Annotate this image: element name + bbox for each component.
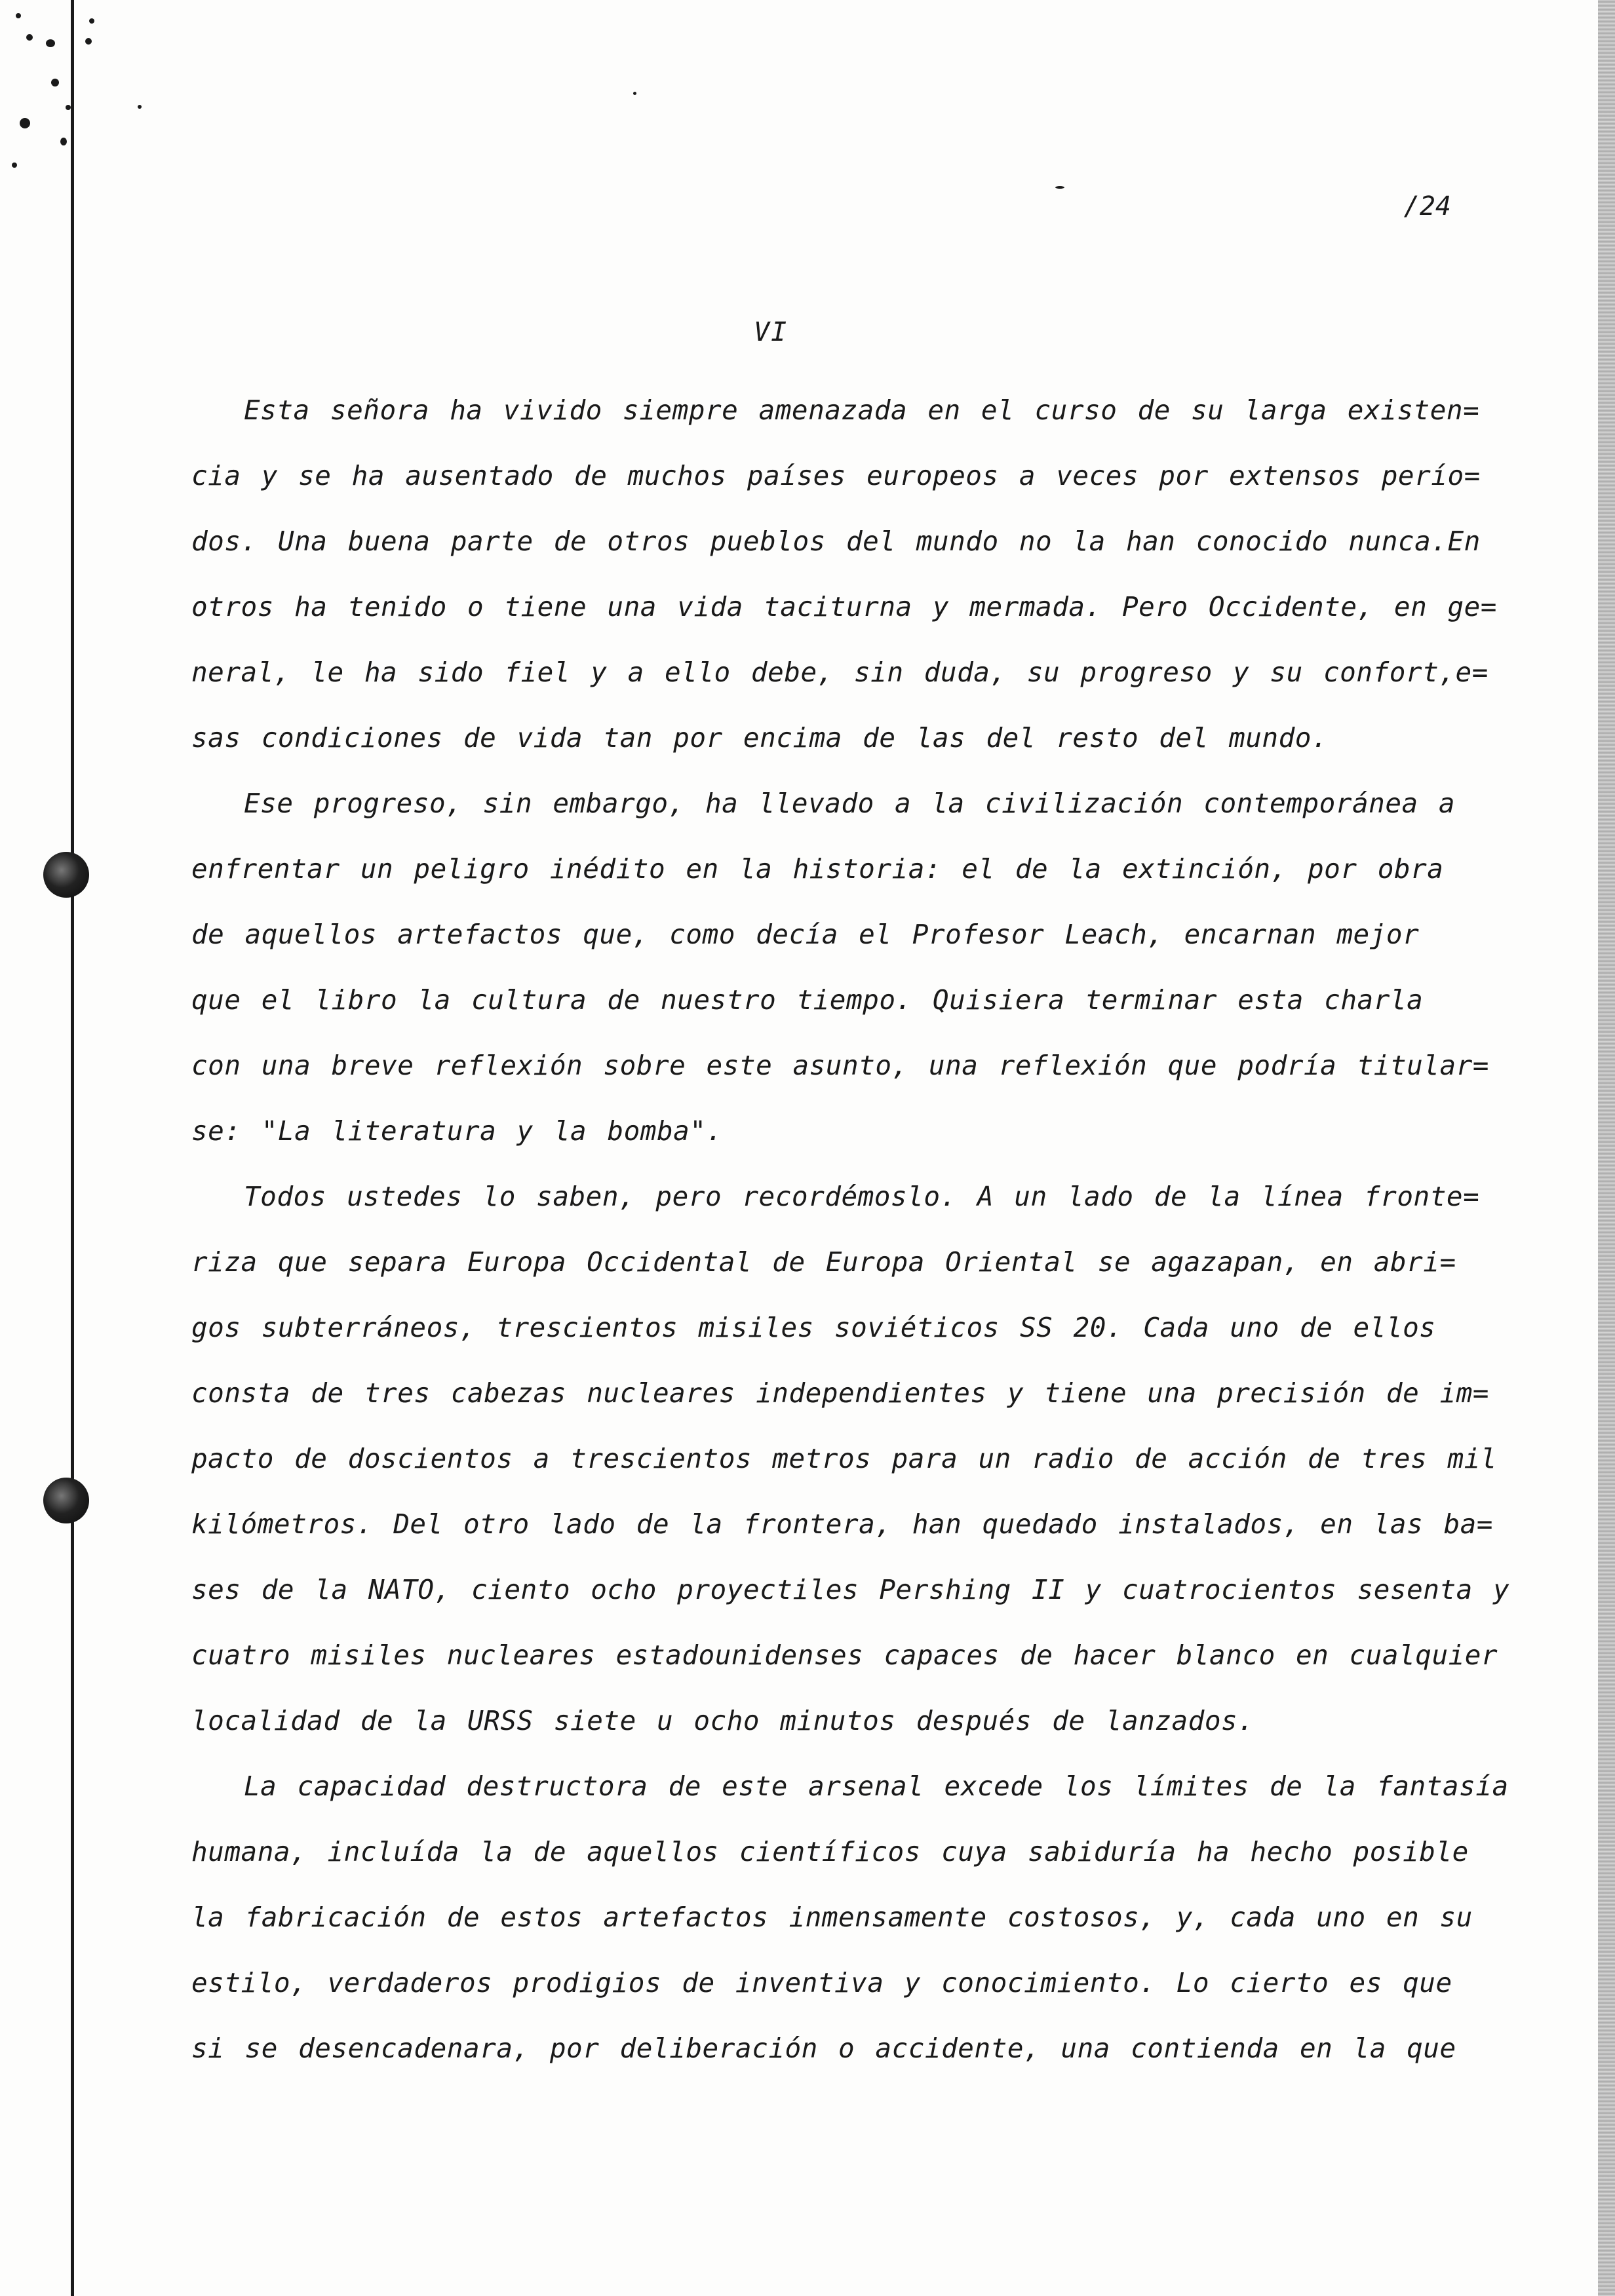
text-line: gos subterráneos, trescientos misiles soviéticos SS 20. Cada uno de ellos — [191, 1312, 1436, 1343]
binding-rule — [71, 0, 74, 2296]
text-line: Todos ustedes lo saben, pero recordémoslo. A un lado de la línea fronte= — [244, 1181, 1480, 1212]
text-line: Esta señora ha vivido siempre amenazada en el curso de su larga existen= — [244, 394, 1480, 426]
text-line: consta de tres cabezas nucleares independientes y tiene una precisión de im= — [191, 1377, 1489, 1409]
scan-speck — [46, 39, 55, 47]
text-line: humana, incluída la de aquellos científicos cuya sabiduría ha hecho posible — [191, 1836, 1469, 1867]
text-line: sas condiciones de vida tan por encima de las del resto del mundo. — [191, 722, 1329, 754]
text-line: localidad de la URSS siete u ocho minutos después de lanzados. — [191, 1705, 1255, 1736]
text-line: se: "La literatura y la bomba". — [191, 1115, 723, 1147]
scan-speck — [85, 38, 92, 45]
scan-speck — [89, 18, 94, 24]
text-line: de aquellos artefactos que, como decía el Profesor Leach, encarnan mejor — [191, 919, 1420, 950]
scan-speck — [12, 163, 17, 168]
scan-speck — [1055, 186, 1064, 189]
text-line: riza que separa Europa Occidental de Europa Oriental se agazapan, en abri= — [191, 1246, 1456, 1278]
scan-speck — [138, 105, 142, 109]
text-line: la fabricación de estos artefactos inmensamente costosos, y, cada uno en su — [191, 1902, 1473, 1933]
scan-speck — [66, 105, 71, 110]
punch-hole-icon — [43, 1478, 89, 1523]
text-line: La capacidad destructora de este arsenal excede los límites de la fantasía — [244, 1770, 1509, 1802]
text-line: si se desencadenara, por deliberación o accidente, una contienda en la que — [191, 2033, 1456, 2064]
text-line: cuatro misiles nucleares estadounidenses capaces de hacer blanco en cualquier — [191, 1639, 1498, 1671]
text-line: kilómetros. Del otro lado de la frontera, han quedado instalados, en las ba= — [191, 1508, 1493, 1540]
section-heading: VI — [754, 317, 788, 347]
text-line: enfrentar un peligro inédito en la historia: el de la extinción, por obra — [191, 853, 1444, 885]
text-line: pacto de doscientos a trescientos metros para un radio de acción de tres mil — [191, 1443, 1497, 1474]
text-line: neral, le ha sido fiel y a ello debe, sin duda, su progreso y su confort,e= — [191, 657, 1489, 688]
text-line: dos. Una buena parte de otros pueblos del mundo no la han conocido nunca.En — [191, 526, 1481, 557]
text-line: que el libro la cultura de nuestro tiempo. Quisiera terminar esta charla — [191, 984, 1424, 1016]
scan-speck — [20, 118, 30, 128]
text-line: cia y se ha ausentado de muchos países europeos a veces por extensos perío= — [191, 460, 1481, 491]
text-line: ses de la NATO, ciento ocho proyectiles Pershing II y cuatrocientos sesenta y — [191, 1574, 1510, 1605]
text-line: con una breve reflexión sobre este asunto, una reflexión que podría titular= — [191, 1050, 1489, 1081]
text-line: otros ha tenido o tiene una vida taciturna y mermada. Pero Occidente, en ge= — [191, 591, 1497, 622]
punch-hole-icon — [43, 852, 89, 898]
body-text — [191, 377, 1510, 2081]
scan-speck — [633, 92, 636, 95]
scan-speck — [51, 79, 59, 86]
scan-speck — [26, 34, 33, 41]
scan-edge — [1598, 0, 1615, 2296]
scan-speck — [60, 138, 67, 145]
scan-speck — [16, 13, 21, 18]
text-line: Ese progreso, sin embargo, ha llevado a la civilización contemporánea a — [244, 788, 1456, 819]
page-number: /24 — [1403, 191, 1451, 221]
text-line: estilo, verdaderos prodigios de inventiva y conocimiento. Lo cierto es que — [191, 1967, 1452, 1999]
